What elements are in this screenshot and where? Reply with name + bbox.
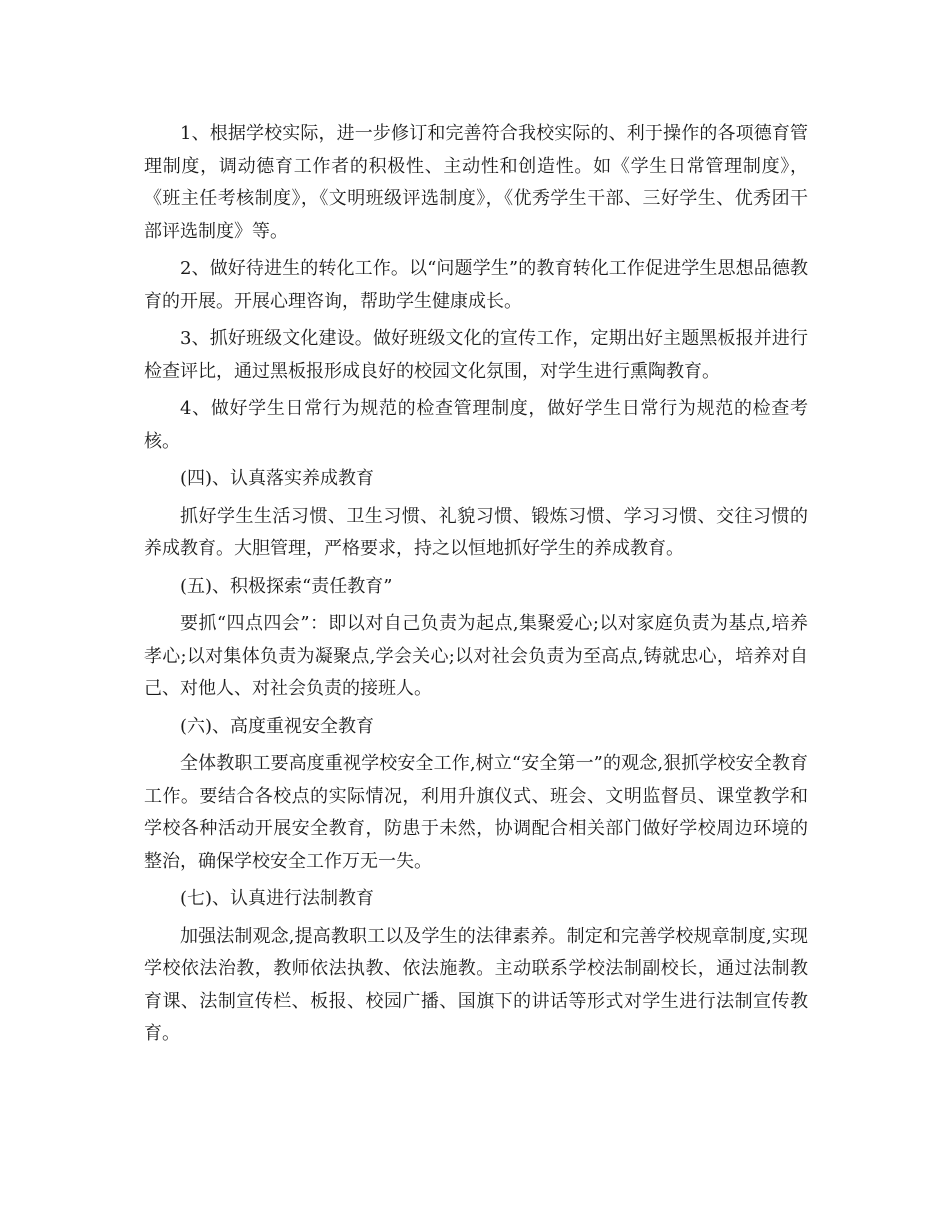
- paragraph-7: 全体教职工要高度重视学校安全工作,树立“安全第一”的观念,狠抓学校安全教育工作。要结合各校点的实际情况，利用升旗仪式、班会、文明监督员、课堂教学和学校各种活动开展安全教育，防患于未然，协调配合相关部门做好学校周边环境的整治，确保学校安全工作万无一失。: [144, 753, 808, 872]
- paragraph-4: 4、做好学生日常行为规范的检查管理制度，做好学生日常行为规范的检查考核。: [144, 398, 808, 452]
- paragraph-2: 2、做好待进生的转化工作。以“问题学生”的教育转化工作促进学生思想品德教育的开展。开展心理咨询，帮助学生健康成长。: [144, 258, 808, 312]
- paragraph-3: 3、抓好班级文化建设。做好班级文化的宣传工作，定期出好主题黑板报并进行检查评比，通过黑板报形成良好的校园文化氛围，对学生进行熏陶教育。: [144, 328, 808, 382]
- document-body: [144, 118, 808, 1056]
- paragraph-5: 抓好学生生活习惯、卫生习惯、礼貌习惯、锻炼习惯、学习习惯、交往习惯的养成教育。大胆管理，严格要求，持之以恒地抓好学生的养成教育。: [144, 505, 808, 559]
- section-heading-7: (七)、认真进行法制教育: [180, 888, 375, 909]
- section-heading-6: (六)、高度重视安全教育: [180, 715, 375, 737]
- section-heading-5: (五)、积极探索“责任教育”: [180, 575, 393, 597]
- paragraph-1: 1、根据学校实际，进一步修订和完善符合我校实际的、利于操作的各项德育管理制度，调动德育工作者的积极性、主动性和创造性。如《学生日常管理制度》，《班主任考核制度》，《文明班级评选制度》，《优秀学生干部、三好学生、优秀团干部评选制度》等。: [144, 123, 808, 242]
- paragraph-8: 加强法制观念,提高教职工以及学生的法律素养。制定和完善学校规章制度,实现学校依法治教，教师依法执教、依法施教。主动联系学校法制副校长，通过法制教育课、法制宣传栏、板报、校园广播、国旗下的讲话等形式对学生进行法制宣传教育。: [144, 925, 808, 1044]
- paragraph-6: 要抓“四点四会”：即以对自己负责为起点,集聚爱心;以对家庭负责为基点,培养孝心;以对集体负责为凝聚点,学会关心;以对社会负责为至高点,铸就忠心，培养对自己、对他人、对社会负责的接班人。: [144, 613, 808, 699]
- section-heading-4: (四)、认真落实养成教育: [180, 468, 375, 489]
